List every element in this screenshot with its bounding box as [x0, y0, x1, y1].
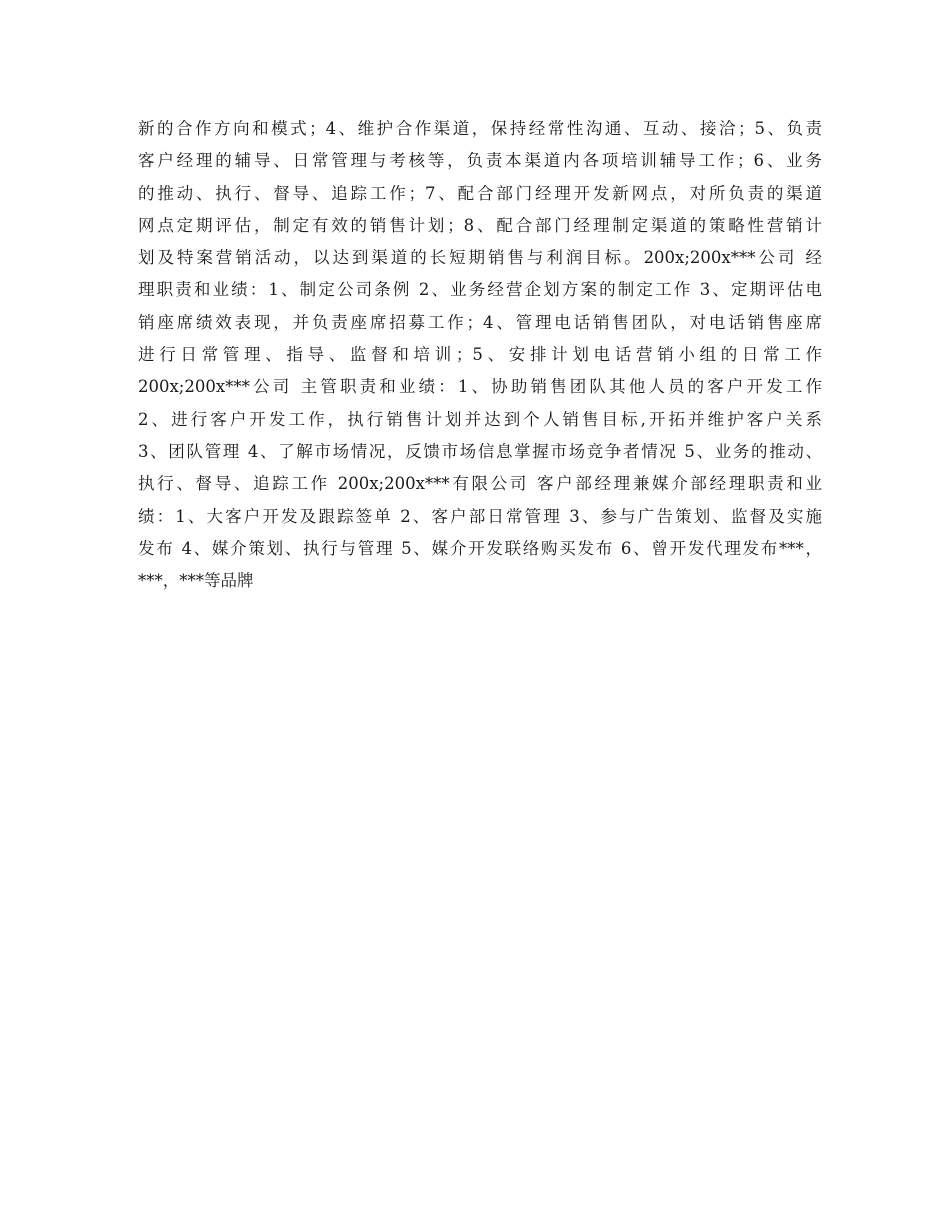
- text-line-15: ***，***等品牌: [138, 571, 254, 591]
- text-line-2: 客户经理的辅导、日常管理与考核等，负责本渠道内各项培训辅导工作；6、业务: [138, 151, 822, 171]
- text-line-6: 理职责和业绩：1、制定公司条例 2、业务经营企划方案的制定工作 3、定期评估电: [138, 280, 822, 300]
- text-line-4: 网点定期评估，制定有效的销售计划；8、配合部门经理制定渠道的策略性营销计: [138, 215, 822, 235]
- body-text: [138, 113, 822, 597]
- text-line-10: 2、进行客户开发工作，执行销售计划并达到个人销售目标,开拓并维护客户关系: [138, 409, 822, 429]
- text-line-12: 执行、督导、追踪工作 200x;200x***有限公司 客户部经理兼媒介部经理职责和业: [138, 474, 822, 494]
- text-line-9: 200x;200x***公司 主管职责和业绩：1、协助销售团队其他人员的客户开发工作: [138, 377, 822, 397]
- text-line-3: 的推动、执行、督导、追踪工作；7、配合部门经理开发新网点，对所负责的渠道: [138, 183, 822, 203]
- text-line-8: 进行日常管理、指导、监督和培训；5、安排计划电话营销小组的日常工作: [138, 345, 822, 365]
- text-line-7: 销座席绩效表现，并负责座席招募工作；4、管理电话销售团队，对电话销售座席: [138, 312, 822, 332]
- text-line-13: 绩：1、大客户开发及跟踪签单 2、客户部日常管理 3、参与广告策划、监督及实施: [138, 506, 822, 526]
- text-line-5: 划及特案营销活动，以达到渠道的长短期销售与利润目标。200x;200x***公司 经: [138, 248, 822, 268]
- text-line-14: 发布 4、媒介策划、执行与管理 5、媒介开发联络购买发布 6、曾开发代理发布***，: [138, 538, 822, 558]
- text-line-1: 新的合作方向和模式；4、维护合作渠道，保持经常性沟通、互动、接洽；5、负责: [138, 119, 822, 138]
- text-line-11: 3、团队管理 4、了解市场情况，反馈市场信息掌握市场竞争者情况 5、业务的推动、: [138, 441, 822, 461]
